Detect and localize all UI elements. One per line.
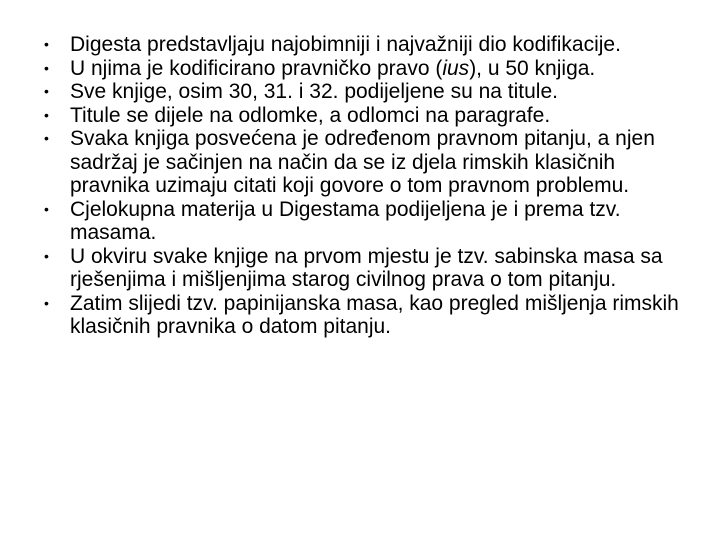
bullet-item-2 — [44, 57, 684, 81]
bullet-list — [44, 33, 684, 339]
bullet-text: Svaka knjiga posvećena je određenom pravnom pitanju, a njen sadržaj je sačinjen na način da se iz djela rimskih klasičnih pravnika uzimaju citati koji govore o tom pravnom problemu. — [70, 127, 655, 197]
bullet-item-5 — [44, 127, 684, 198]
bullet-text: Cjelokupna materija u Digestama podijeljena je i prema tzv. masama. — [70, 197, 621, 244]
bullet-text: Titule se dijele na odlomke, a odlomci na paragrafe. — [70, 103, 551, 127]
bullet-text: Digesta predstavljaju najobimniji i najvažniji dio kodifikacije. — [70, 33, 621, 56]
bullet-item-7 — [44, 245, 684, 292]
bullet-text: Sve knjige, osim 30, 31. i 32. podijeljene su na titule. — [70, 80, 558, 103]
bullet-icon: • — [44, 247, 49, 264]
bullet-icon: • — [44, 83, 49, 99]
bullet-text: U okviru svake knjige na prvom mjestu je tzv. sabinska masa sa rješenjima i mišljenjima starog civilnog prava o tom pitanju. — [70, 244, 663, 291]
bullet-text-before: U njima je kodificirano pravničko pravo ( — [70, 56, 443, 80]
bullet-text-after: ), u 50 knjiga. — [469, 56, 596, 80]
bullet-icon: • — [44, 59, 49, 76]
bullet-icon: • — [44, 36, 49, 52]
bullet-icon: • — [44, 200, 49, 217]
bullet-text: Zatim slijedi tzv. papinijanska masa, kao pregled mišljenja rimskih klasičnih pravnika o datom pitanju. — [70, 291, 679, 338]
bullet-item-1 — [44, 33, 684, 57]
bullet-item-4 — [44, 104, 684, 128]
bullet-icon: • — [44, 294, 49, 311]
bullet-item-3 — [44, 80, 684, 104]
bullet-icon: • — [44, 106, 49, 123]
bullet-icon: • — [44, 130, 49, 146]
bullet-item-8 — [44, 292, 684, 339]
bullet-text-italic: ius — [442, 56, 470, 80]
bullet-item-6 — [44, 198, 684, 245]
